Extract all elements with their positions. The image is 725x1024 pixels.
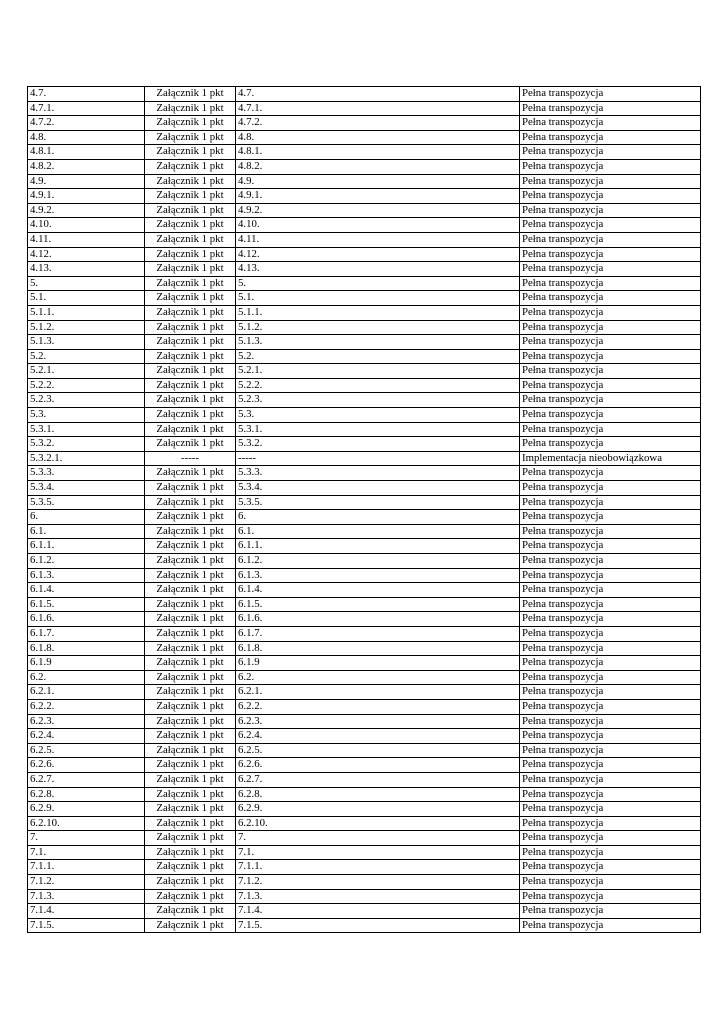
directive-point-cell: 5.2. — [28, 349, 145, 364]
act-reference-cell: Załącznik 1 pkt — [145, 174, 236, 189]
table-row — [28, 816, 701, 831]
act-reference-cell: ----- — [145, 451, 236, 466]
act-reference-cell: Załącznik 1 pkt — [145, 335, 236, 350]
transposition-status-cell: Pełna transpozycja — [520, 714, 701, 729]
table-row — [28, 831, 701, 846]
transposition-status-cell: Pełna transpozycja — [520, 743, 701, 758]
transposition-status-cell: Pełna transpozycja — [520, 597, 701, 612]
transposition-status-cell: Pełna transpozycja — [520, 554, 701, 569]
act-reference-cell: Załącznik 1 pkt — [145, 393, 236, 408]
act-reference-cell: Załącznik 1 pkt — [145, 130, 236, 145]
transposition-status-cell: Pełna transpozycja — [520, 816, 701, 831]
act-point-cell: 6.1.9 — [236, 656, 520, 671]
act-reference-cell: Załącznik 1 pkt — [145, 495, 236, 510]
table-row — [28, 466, 701, 481]
transposition-status-cell: Pełna transpozycja — [520, 524, 701, 539]
directive-point-cell: 5.3.3. — [28, 466, 145, 481]
transposition-status-cell: Pełna transpozycja — [520, 612, 701, 627]
act-reference-cell: Załącznik 1 pkt — [145, 291, 236, 306]
table-row — [28, 539, 701, 554]
table-row — [28, 699, 701, 714]
directive-point-cell: 6.2.10. — [28, 816, 145, 831]
act-point-cell: 6.2.4. — [236, 729, 520, 744]
directive-point-cell: 6.2.5. — [28, 743, 145, 758]
table-row — [28, 320, 701, 335]
act-point-cell: 6.2.9. — [236, 802, 520, 817]
transposition-status-cell: Pełna transpozycja — [520, 772, 701, 787]
table-row — [28, 218, 701, 233]
act-point-cell: 6.1.7. — [236, 626, 520, 641]
directive-point-cell: 4.11. — [28, 232, 145, 247]
act-point-cell: 6.1.6. — [236, 612, 520, 627]
transposition-status-cell: Pełna transpozycja — [520, 393, 701, 408]
transposition-status-cell: Pełna transpozycja — [520, 145, 701, 160]
act-point-cell: 4.11. — [236, 232, 520, 247]
transposition-status-cell: Pełna transpozycja — [520, 495, 701, 510]
directive-point-cell: 5.1.1. — [28, 305, 145, 320]
act-reference-cell: Załącznik 1 pkt — [145, 904, 236, 919]
directive-point-cell: 6.1.1. — [28, 539, 145, 554]
act-point-cell: 6.2.6. — [236, 758, 520, 773]
act-reference-cell: Załącznik 1 pkt — [145, 364, 236, 379]
transposition-status-cell: Pełna transpozycja — [520, 276, 701, 291]
act-point-cell: 5.3.2. — [236, 437, 520, 452]
act-reference-cell: Załącznik 1 pkt — [145, 670, 236, 685]
act-reference-cell: Załącznik 1 pkt — [145, 626, 236, 641]
act-reference-cell: Załącznik 1 pkt — [145, 159, 236, 174]
act-point-cell: 6.1.2. — [236, 554, 520, 569]
transposition-status-cell: Pełna transpozycja — [520, 189, 701, 204]
table-row — [28, 116, 701, 131]
transposition-status-cell: Pełna transpozycja — [520, 101, 701, 116]
act-reference-cell: Załącznik 1 pkt — [145, 656, 236, 671]
act-reference-cell: Załącznik 1 pkt — [145, 145, 236, 160]
act-reference-cell: Załącznik 1 pkt — [145, 349, 236, 364]
transposition-status-cell: Pełna transpozycja — [520, 845, 701, 860]
directive-point-cell: 6.1.2. — [28, 554, 145, 569]
act-reference-cell: Załącznik 1 pkt — [145, 787, 236, 802]
transposition-status-cell: Pełna transpozycja — [520, 802, 701, 817]
transposition-status-cell: Pełna transpozycja — [520, 364, 701, 379]
transposition-status-cell: Pełna transpozycja — [520, 758, 701, 773]
act-point-cell: 6.1.8. — [236, 641, 520, 656]
act-point-cell: 6.1. — [236, 524, 520, 539]
transposition-status-cell: Pełna transpozycja — [520, 247, 701, 262]
directive-point-cell: 6.1.8. — [28, 641, 145, 656]
transposition-status-cell: Pełna transpozycja — [520, 87, 701, 102]
directive-point-cell: 5.3.5. — [28, 495, 145, 510]
table-row — [28, 145, 701, 160]
transposition-status-cell: Pełna transpozycja — [520, 116, 701, 131]
transposition-status-cell: Pełna transpozycja — [520, 889, 701, 904]
directive-point-cell: 6.1. — [28, 524, 145, 539]
act-point-cell: 7.1.3. — [236, 889, 520, 904]
transposition-status-cell: Pełna transpozycja — [520, 510, 701, 525]
directive-point-cell: 5.3.4. — [28, 481, 145, 496]
table-row — [28, 685, 701, 700]
directive-point-cell: 4.7.1. — [28, 101, 145, 116]
act-reference-cell: Załącznik 1 pkt — [145, 305, 236, 320]
act-reference-cell: Załącznik 1 pkt — [145, 845, 236, 860]
directive-point-cell: 4.9.2. — [28, 203, 145, 218]
transposition-status-cell: Pełna transpozycja — [520, 539, 701, 554]
act-reference-cell: Załącznik 1 pkt — [145, 218, 236, 233]
directive-point-cell: 5.2.1. — [28, 364, 145, 379]
act-point-cell: 7.1.2. — [236, 875, 520, 890]
transposition-status-cell: Pełna transpozycja — [520, 218, 701, 233]
act-point-cell: ----- — [236, 451, 520, 466]
directive-point-cell: 6.2.7. — [28, 772, 145, 787]
table-row — [28, 875, 701, 890]
act-point-cell: 7.1.1. — [236, 860, 520, 875]
act-point-cell: 6.2.3. — [236, 714, 520, 729]
directive-point-cell: 4.12. — [28, 247, 145, 262]
table-row — [28, 174, 701, 189]
directive-point-cell: 5.3. — [28, 408, 145, 423]
act-point-cell: 6.2.10. — [236, 816, 520, 831]
table-row — [28, 276, 701, 291]
directive-point-cell: 6.2.3. — [28, 714, 145, 729]
table-row — [28, 802, 701, 817]
act-point-cell: 7. — [236, 831, 520, 846]
act-point-cell: 6.1.3. — [236, 568, 520, 583]
table-row — [28, 597, 701, 612]
transposition-status-cell: Pełna transpozycja — [520, 130, 701, 145]
directive-point-cell: 4.8.1. — [28, 145, 145, 160]
transposition-status-cell: Pełna transpozycja — [520, 481, 701, 496]
transposition-status-cell: Pełna transpozycja — [520, 918, 701, 933]
act-point-cell: 4.12. — [236, 247, 520, 262]
transposition-status-cell: Pełna transpozycja — [520, 875, 701, 890]
table-row — [28, 641, 701, 656]
act-reference-cell: Załącznik 1 pkt — [145, 247, 236, 262]
transposition-table — [27, 86, 701, 933]
act-reference-cell: Załącznik 1 pkt — [145, 554, 236, 569]
act-reference-cell: Załącznik 1 pkt — [145, 772, 236, 787]
table-row — [28, 524, 701, 539]
directive-point-cell: 5.3.2. — [28, 437, 145, 452]
directive-point-cell: 4.13. — [28, 262, 145, 277]
act-reference-cell: Załącznik 1 pkt — [145, 889, 236, 904]
act-reference-cell: Załącznik 1 pkt — [145, 816, 236, 831]
transposition-status-cell: Pełna transpozycja — [520, 626, 701, 641]
table-row — [28, 87, 701, 102]
table-row — [28, 101, 701, 116]
directive-point-cell: 7.1.1. — [28, 860, 145, 875]
table-row — [28, 364, 701, 379]
table-row — [28, 189, 701, 204]
table-row — [28, 130, 701, 145]
act-point-cell: 5.2. — [236, 349, 520, 364]
table-row — [28, 451, 701, 466]
table-row — [28, 159, 701, 174]
transposition-status-cell: Pełna transpozycja — [520, 305, 701, 320]
act-reference-cell: Załącznik 1 pkt — [145, 641, 236, 656]
transposition-status-cell: Pełna transpozycja — [520, 656, 701, 671]
act-point-cell: 5.1.3. — [236, 335, 520, 350]
act-point-cell: 4.8. — [236, 130, 520, 145]
act-reference-cell: Załącznik 1 pkt — [145, 320, 236, 335]
table-row — [28, 626, 701, 641]
act-point-cell: 5.3.4. — [236, 481, 520, 496]
table-row — [28, 787, 701, 802]
table-row — [28, 393, 701, 408]
act-reference-cell: Załącznik 1 pkt — [145, 481, 236, 496]
table-row — [28, 568, 701, 583]
directive-point-cell: 5.2.3. — [28, 393, 145, 408]
act-point-cell: 5.1.2. — [236, 320, 520, 335]
directive-point-cell: 6.1.5. — [28, 597, 145, 612]
act-point-cell: 6.2.1. — [236, 685, 520, 700]
act-point-cell: 5.1.1. — [236, 305, 520, 320]
table-row — [28, 670, 701, 685]
table-row — [28, 305, 701, 320]
transposition-status-cell: Pełna transpozycja — [520, 203, 701, 218]
act-reference-cell: Załącznik 1 pkt — [145, 612, 236, 627]
act-point-cell: 4.9.1. — [236, 189, 520, 204]
transposition-status-cell: Pełna transpozycja — [520, 729, 701, 744]
act-point-cell: 5.1. — [236, 291, 520, 306]
directive-point-cell: 7. — [28, 831, 145, 846]
table-row — [28, 495, 701, 510]
act-point-cell: 4.7. — [236, 87, 520, 102]
directive-point-cell: 6.1.4. — [28, 583, 145, 598]
transposition-status-cell: Pełna transpozycja — [520, 787, 701, 802]
table-row — [28, 772, 701, 787]
directive-point-cell: 6.1.7. — [28, 626, 145, 641]
act-reference-cell: Załącznik 1 pkt — [145, 437, 236, 452]
act-point-cell: 5.3.5. — [236, 495, 520, 510]
table-row — [28, 481, 701, 496]
act-reference-cell: Załącznik 1 pkt — [145, 189, 236, 204]
act-point-cell: 6.2.2. — [236, 699, 520, 714]
act-point-cell: 6.2.7. — [236, 772, 520, 787]
act-reference-cell: Załącznik 1 pkt — [145, 466, 236, 481]
act-point-cell: 6.2.5. — [236, 743, 520, 758]
table-row — [28, 583, 701, 598]
directive-point-cell: 7.1.2. — [28, 875, 145, 890]
act-point-cell: 5.3.1. — [236, 422, 520, 437]
table-row — [28, 335, 701, 350]
act-point-cell: 6.2. — [236, 670, 520, 685]
act-reference-cell: Załącznik 1 pkt — [145, 743, 236, 758]
directive-point-cell: 6.2.6. — [28, 758, 145, 773]
act-point-cell: 5.3. — [236, 408, 520, 423]
act-reference-cell: Załącznik 1 pkt — [145, 87, 236, 102]
table-row — [28, 714, 701, 729]
act-reference-cell: Załącznik 1 pkt — [145, 101, 236, 116]
directive-point-cell: 5.1. — [28, 291, 145, 306]
table-row — [28, 889, 701, 904]
directive-point-cell: 4.8.2. — [28, 159, 145, 174]
table-row — [28, 860, 701, 875]
act-reference-cell: Załącznik 1 pkt — [145, 378, 236, 393]
act-reference-cell: Załącznik 1 pkt — [145, 875, 236, 890]
act-reference-cell: Załącznik 1 pkt — [145, 802, 236, 817]
act-point-cell: 4.10. — [236, 218, 520, 233]
act-point-cell: 5. — [236, 276, 520, 291]
transposition-status-cell: Pełna transpozycja — [520, 262, 701, 277]
transposition-status-cell: Pełna transpozycja — [520, 699, 701, 714]
act-point-cell: 4.9.2. — [236, 203, 520, 218]
directive-point-cell: 6.1.9 — [28, 656, 145, 671]
transposition-status-cell: Pełna transpozycja — [520, 860, 701, 875]
table-row — [28, 904, 701, 919]
act-reference-cell: Załącznik 1 pkt — [145, 714, 236, 729]
transposition-status-cell: Pełna transpozycja — [520, 174, 701, 189]
transposition-status-cell: Pełna transpozycja — [520, 831, 701, 846]
directive-point-cell: 7.1. — [28, 845, 145, 860]
act-reference-cell: Załącznik 1 pkt — [145, 699, 236, 714]
act-point-cell: 4.7.2. — [236, 116, 520, 131]
act-point-cell: 5.2.3. — [236, 393, 520, 408]
act-reference-cell: Załącznik 1 pkt — [145, 262, 236, 277]
act-point-cell: 5.2.2. — [236, 378, 520, 393]
act-point-cell: 4.13. — [236, 262, 520, 277]
directive-point-cell: 6.2.9. — [28, 802, 145, 817]
act-reference-cell: Załącznik 1 pkt — [145, 568, 236, 583]
transposition-status-cell: Pełna transpozycja — [520, 437, 701, 452]
table-row — [28, 349, 701, 364]
act-point-cell: 7.1.5. — [236, 918, 520, 933]
transposition-table-body — [28, 87, 701, 933]
act-point-cell: 5.3.3. — [236, 466, 520, 481]
directive-point-cell: 6.2.4. — [28, 729, 145, 744]
table-row — [28, 729, 701, 744]
transposition-status-cell: Pełna transpozycja — [520, 232, 701, 247]
directive-point-cell: 6.1.3. — [28, 568, 145, 583]
directive-point-cell: 6.1.6. — [28, 612, 145, 627]
table-row — [28, 612, 701, 627]
act-reference-cell: Załącznik 1 pkt — [145, 758, 236, 773]
table-row — [28, 378, 701, 393]
act-reference-cell: Załącznik 1 pkt — [145, 831, 236, 846]
table-row — [28, 232, 701, 247]
directive-point-cell: 4.9.1. — [28, 189, 145, 204]
act-point-cell: 6.2.8. — [236, 787, 520, 802]
table-row — [28, 203, 701, 218]
act-point-cell: 4.8.1. — [236, 145, 520, 160]
transposition-status-cell: Pełna transpozycja — [520, 335, 701, 350]
directive-point-cell: 7.1.4. — [28, 904, 145, 919]
table-row — [28, 656, 701, 671]
act-point-cell: 4.7.1. — [236, 101, 520, 116]
act-point-cell: 7.1. — [236, 845, 520, 860]
directive-point-cell: 5. — [28, 276, 145, 291]
transposition-status-cell: Pełna transpozycja — [520, 583, 701, 598]
act-reference-cell: Załącznik 1 pkt — [145, 729, 236, 744]
directive-point-cell: 5.3.1. — [28, 422, 145, 437]
directive-point-cell: 7.1.3. — [28, 889, 145, 904]
act-reference-cell: Załącznik 1 pkt — [145, 583, 236, 598]
transposition-status-cell: Pełna transpozycja — [520, 320, 701, 335]
transposition-status-cell: Pełna transpozycja — [520, 291, 701, 306]
table-row — [28, 247, 701, 262]
directive-point-cell: 4.10. — [28, 218, 145, 233]
directive-point-cell: 4.7.2. — [28, 116, 145, 131]
act-point-cell: 5.2.1. — [236, 364, 520, 379]
transposition-status-cell: Pełna transpozycja — [520, 349, 701, 364]
table-row — [28, 510, 701, 525]
act-reference-cell: Załącznik 1 pkt — [145, 116, 236, 131]
act-point-cell: 6.1.4. — [236, 583, 520, 598]
act-reference-cell: Załącznik 1 pkt — [145, 539, 236, 554]
directive-point-cell: 6.2.2. — [28, 699, 145, 714]
transposition-status-cell: Implementacja nieobowiązkowa — [520, 451, 701, 466]
act-point-cell: 6.1.1. — [236, 539, 520, 554]
act-reference-cell: Załącznik 1 pkt — [145, 860, 236, 875]
act-reference-cell: Załącznik 1 pkt — [145, 524, 236, 539]
transposition-status-cell: Pełna transpozycja — [520, 466, 701, 481]
act-point-cell: 7.1.4. — [236, 904, 520, 919]
directive-point-cell: 5.1.2. — [28, 320, 145, 335]
transposition-status-cell: Pełna transpozycja — [520, 422, 701, 437]
transposition-status-cell: Pełna transpozycja — [520, 670, 701, 685]
table-row — [28, 437, 701, 452]
act-reference-cell: Załącznik 1 pkt — [145, 232, 236, 247]
transposition-status-cell: Pełna transpozycja — [520, 159, 701, 174]
directive-point-cell: 4.9. — [28, 174, 145, 189]
directive-point-cell: 6. — [28, 510, 145, 525]
table-row — [28, 408, 701, 423]
directive-point-cell: 6.2.8. — [28, 787, 145, 802]
act-point-cell: 6. — [236, 510, 520, 525]
directive-point-cell: 5.3.2.1. — [28, 451, 145, 466]
transposition-status-cell: Pełna transpozycja — [520, 408, 701, 423]
act-reference-cell: Załącznik 1 pkt — [145, 203, 236, 218]
act-reference-cell: Załącznik 1 pkt — [145, 510, 236, 525]
table-row — [28, 554, 701, 569]
directive-point-cell: 7.1.5. — [28, 918, 145, 933]
table-row — [28, 758, 701, 773]
directive-point-cell: 4.8. — [28, 130, 145, 145]
act-point-cell: 6.1.5. — [236, 597, 520, 612]
directive-point-cell: 6.2. — [28, 670, 145, 685]
table-row — [28, 845, 701, 860]
table-row — [28, 422, 701, 437]
transposition-status-cell: Pełna transpozycja — [520, 378, 701, 393]
directive-point-cell: 5.2.2. — [28, 378, 145, 393]
act-reference-cell: Załącznik 1 pkt — [145, 276, 236, 291]
act-reference-cell: Załącznik 1 pkt — [145, 597, 236, 612]
table-row — [28, 743, 701, 758]
directive-point-cell: 4.7. — [28, 87, 145, 102]
transposition-status-cell: Pełna transpozycja — [520, 904, 701, 919]
act-reference-cell: Załącznik 1 pkt — [145, 685, 236, 700]
act-point-cell: 4.9. — [236, 174, 520, 189]
transposition-status-cell: Pełna transpozycja — [520, 568, 701, 583]
act-point-cell: 4.8.2. — [236, 159, 520, 174]
transposition-status-cell: Pełna transpozycja — [520, 641, 701, 656]
table-row — [28, 918, 701, 933]
directive-point-cell: 6.2.1. — [28, 685, 145, 700]
act-reference-cell: Załącznik 1 pkt — [145, 918, 236, 933]
directive-point-cell: 5.1.3. — [28, 335, 145, 350]
table-row — [28, 262, 701, 277]
act-reference-cell: Załącznik 1 pkt — [145, 422, 236, 437]
act-reference-cell: Załącznik 1 pkt — [145, 408, 236, 423]
table-row — [28, 291, 701, 306]
transposition-status-cell: Pełna transpozycja — [520, 685, 701, 700]
